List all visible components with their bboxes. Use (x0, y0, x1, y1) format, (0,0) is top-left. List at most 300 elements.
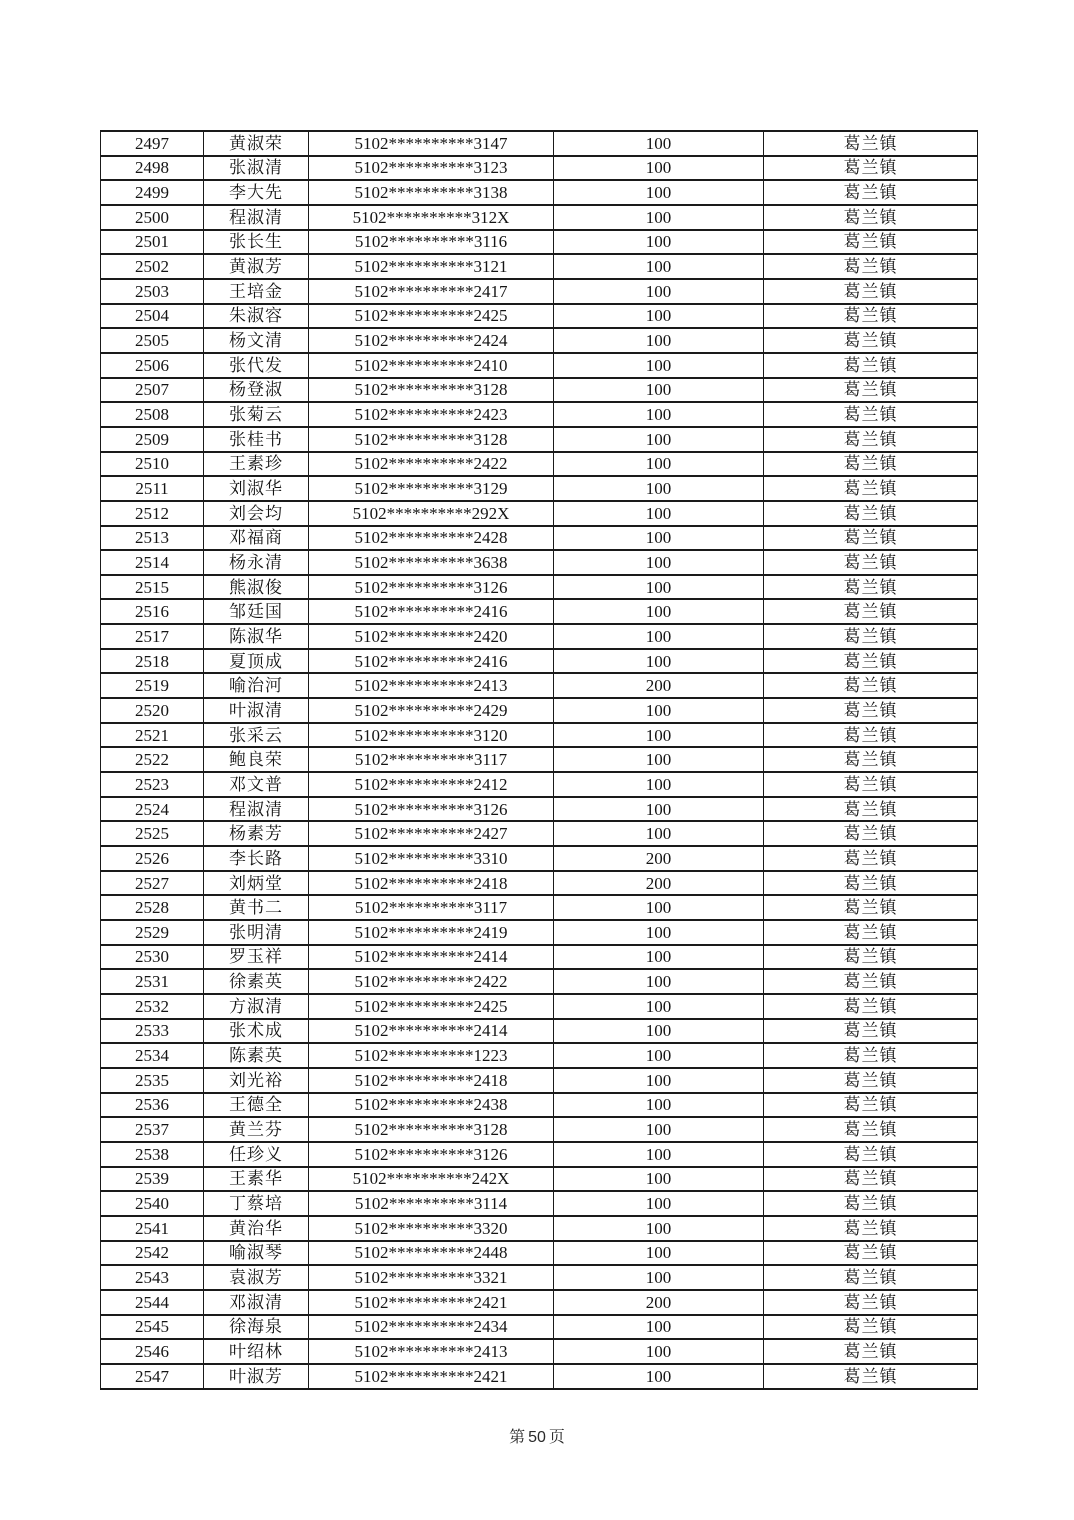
cell-id: 5102**********3138 (309, 180, 554, 205)
beneficiary-table (100, 130, 978, 1390)
cell-name: 陈淑华 (204, 624, 309, 649)
cell-id: 5102**********2421 (309, 1364, 554, 1389)
cell-id: 5102**********2425 (309, 304, 554, 329)
cell-id: 5102**********3321 (309, 1265, 554, 1290)
cell-amount: 100 (554, 723, 764, 748)
cell-town: 葛兰镇 (764, 673, 978, 698)
cell-name: 方淑清 (204, 994, 309, 1019)
cell-serial: 2522 (101, 747, 204, 772)
cell-name: 李大先 (204, 180, 309, 205)
cell-serial: 2525 (101, 821, 204, 846)
cell-serial: 2498 (101, 156, 204, 181)
page-footer-prefix: 第 (509, 1429, 526, 1446)
cell-serial: 2546 (101, 1339, 204, 1364)
table-row (101, 254, 978, 279)
cell-serial: 2544 (101, 1290, 204, 1315)
cell-name: 袁淑芳 (204, 1265, 309, 1290)
cell-name: 叶淑芳 (204, 1364, 309, 1389)
table-body (101, 131, 978, 1389)
cell-serial: 2511 (101, 476, 204, 501)
cell-id: 5102**********2416 (309, 599, 554, 624)
cell-amount: 100 (554, 969, 764, 994)
cell-town: 葛兰镇 (764, 378, 978, 403)
table-row (101, 1191, 978, 1216)
cell-serial: 2507 (101, 378, 204, 403)
cell-id: 5102**********2428 (309, 526, 554, 551)
cell-amount: 100 (554, 304, 764, 329)
table-row (101, 797, 978, 822)
cell-name: 叶淑清 (204, 698, 309, 723)
cell-id: 5102**********3320 (309, 1216, 554, 1241)
table-row (101, 328, 978, 353)
cell-amount: 200 (554, 673, 764, 698)
cell-amount: 100 (554, 328, 764, 353)
cell-id: 5102**********312X (309, 205, 554, 230)
cell-amount: 200 (554, 871, 764, 896)
cell-serial: 2506 (101, 353, 204, 378)
cell-name: 王德全 (204, 1093, 309, 1118)
cell-id: 5102**********2423 (309, 402, 554, 427)
cell-amount: 100 (554, 797, 764, 822)
table-row (101, 920, 978, 945)
cell-town: 葛兰镇 (764, 526, 978, 551)
cell-amount: 100 (554, 698, 764, 723)
table-row (101, 1117, 978, 1142)
cell-town: 葛兰镇 (764, 1043, 978, 1068)
cell-id: 5102**********2421 (309, 1290, 554, 1315)
cell-id: 5102**********2418 (309, 1068, 554, 1093)
cell-name: 张术成 (204, 1019, 309, 1044)
table-row (101, 1167, 978, 1192)
table-row (101, 821, 978, 846)
cell-town: 葛兰镇 (764, 599, 978, 624)
cell-town: 葛兰镇 (764, 304, 978, 329)
cell-amount: 100 (554, 1315, 764, 1340)
cell-town: 葛兰镇 (764, 279, 978, 304)
cell-town: 葛兰镇 (764, 1364, 978, 1389)
cell-id: 5102**********2422 (309, 969, 554, 994)
cell-serial: 2527 (101, 871, 204, 896)
cell-name: 邓文普 (204, 772, 309, 797)
cell-amount: 100 (554, 1364, 764, 1389)
page-number: 50 (528, 1429, 546, 1446)
cell-town: 葛兰镇 (764, 501, 978, 526)
cell-name: 黄治华 (204, 1216, 309, 1241)
table-row (101, 895, 978, 920)
cell-town: 葛兰镇 (764, 427, 978, 452)
cell-name: 张桂书 (204, 427, 309, 452)
table-row (101, 1068, 978, 1093)
table-row (101, 1241, 978, 1266)
cell-town: 葛兰镇 (764, 649, 978, 674)
cell-serial: 2542 (101, 1241, 204, 1266)
table-row (101, 452, 978, 477)
cell-name: 刘淑华 (204, 476, 309, 501)
cell-amount: 100 (554, 920, 764, 945)
cell-id: 5102**********3128 (309, 1117, 554, 1142)
cell-name: 黄兰芬 (204, 1117, 309, 1142)
cell-id: 5102**********2416 (309, 649, 554, 674)
cell-id: 5102**********2414 (309, 945, 554, 970)
cell-id: 5102**********3126 (309, 797, 554, 822)
cell-id: 5102**********2410 (309, 353, 554, 378)
cell-town: 葛兰镇 (764, 1265, 978, 1290)
cell-amount: 200 (554, 846, 764, 871)
cell-serial: 2502 (101, 254, 204, 279)
cell-serial: 2547 (101, 1364, 204, 1389)
cell-town: 葛兰镇 (764, 1117, 978, 1142)
table-row (101, 1339, 978, 1364)
table-row (101, 723, 978, 748)
cell-name: 张明清 (204, 920, 309, 945)
cell-amount: 100 (554, 1043, 764, 1068)
cell-amount: 100 (554, 895, 764, 920)
cell-id: 5102**********3121 (309, 254, 554, 279)
cell-amount: 100 (554, 1019, 764, 1044)
table-row (101, 476, 978, 501)
table-row (101, 402, 978, 427)
cell-id: 5102**********2417 (309, 279, 554, 304)
cell-name: 程淑清 (204, 205, 309, 230)
cell-town: 葛兰镇 (764, 1315, 978, 1340)
cell-name: 丁蔡培 (204, 1191, 309, 1216)
cell-serial: 2508 (101, 402, 204, 427)
table-row (101, 1364, 978, 1389)
cell-serial: 2540 (101, 1191, 204, 1216)
cell-serial: 2513 (101, 526, 204, 551)
cell-id: 5102**********2438 (309, 1093, 554, 1118)
cell-serial: 2523 (101, 772, 204, 797)
cell-serial: 2505 (101, 328, 204, 353)
cell-town: 葛兰镇 (764, 920, 978, 945)
cell-id: 5102**********2427 (309, 821, 554, 846)
table-row (101, 279, 978, 304)
cell-serial: 2534 (101, 1043, 204, 1068)
cell-serial: 2529 (101, 920, 204, 945)
table-row (101, 550, 978, 575)
cell-town: 葛兰镇 (764, 328, 978, 353)
cell-id: 5102**********2420 (309, 624, 554, 649)
table-row (101, 698, 978, 723)
page-footer-suffix: 页 (548, 1429, 565, 1446)
table-row (101, 945, 978, 970)
cell-id: 5102**********2425 (309, 994, 554, 1019)
cell-name: 罗玉祥 (204, 945, 309, 970)
cell-amount: 100 (554, 501, 764, 526)
cell-serial: 2512 (101, 501, 204, 526)
cell-name: 邓福商 (204, 526, 309, 551)
cell-id: 5102**********2413 (309, 673, 554, 698)
table-row (101, 649, 978, 674)
cell-name: 邹廷国 (204, 599, 309, 624)
cell-town: 葛兰镇 (764, 230, 978, 255)
cell-id: 5102**********2424 (309, 328, 554, 353)
cell-amount: 100 (554, 427, 764, 452)
cell-id: 5102**********3126 (309, 575, 554, 600)
cell-name: 张长生 (204, 230, 309, 255)
cell-name: 鲍良荣 (204, 747, 309, 772)
cell-town: 葛兰镇 (764, 821, 978, 846)
cell-town: 葛兰镇 (764, 1093, 978, 1118)
table-row (101, 1290, 978, 1315)
cell-id: 5102**********3117 (309, 747, 554, 772)
table-row (101, 1265, 978, 1290)
table-row (101, 846, 978, 871)
cell-serial: 2497 (101, 131, 204, 156)
cell-id: 5102**********2429 (309, 698, 554, 723)
cell-town: 葛兰镇 (764, 895, 978, 920)
cell-name: 张菊云 (204, 402, 309, 427)
cell-name: 喻治河 (204, 673, 309, 698)
cell-town: 葛兰镇 (764, 945, 978, 970)
cell-name: 张采云 (204, 723, 309, 748)
cell-town: 葛兰镇 (764, 1290, 978, 1315)
cell-serial: 2545 (101, 1315, 204, 1340)
cell-amount: 100 (554, 402, 764, 427)
cell-name: 熊淑俊 (204, 575, 309, 600)
cell-amount: 100 (554, 747, 764, 772)
cell-serial: 2517 (101, 624, 204, 649)
cell-serial: 2509 (101, 427, 204, 452)
cell-town: 葛兰镇 (764, 624, 978, 649)
cell-town: 葛兰镇 (764, 1339, 978, 1364)
cell-serial: 2536 (101, 1093, 204, 1118)
cell-id: 5102**********3114 (309, 1191, 554, 1216)
cell-id: 5102**********1223 (309, 1043, 554, 1068)
cell-serial: 2524 (101, 797, 204, 822)
table-row (101, 205, 978, 230)
cell-id: 5102**********3129 (309, 476, 554, 501)
cell-name: 喻淑琴 (204, 1241, 309, 1266)
cell-town: 葛兰镇 (764, 1241, 978, 1266)
cell-id: 5102**********2414 (309, 1019, 554, 1044)
cell-name: 黄书二 (204, 895, 309, 920)
cell-serial: 2528 (101, 895, 204, 920)
cell-serial: 2526 (101, 846, 204, 871)
cell-id: 5102**********3117 (309, 895, 554, 920)
cell-serial: 2514 (101, 550, 204, 575)
cell-town: 葛兰镇 (764, 550, 978, 575)
cell-amount: 100 (554, 452, 764, 477)
cell-amount: 100 (554, 279, 764, 304)
table-row (101, 427, 978, 452)
cell-name: 徐海泉 (204, 1315, 309, 1340)
cell-serial: 2538 (101, 1142, 204, 1167)
cell-name: 杨素芳 (204, 821, 309, 846)
cell-id: 5102**********2448 (309, 1241, 554, 1266)
cell-id: 5102**********3128 (309, 427, 554, 452)
cell-id: 5102**********2418 (309, 871, 554, 896)
cell-name: 朱淑容 (204, 304, 309, 329)
cell-town: 葛兰镇 (764, 205, 978, 230)
cell-amount: 100 (554, 1167, 764, 1192)
cell-id: 5102**********3126 (309, 1142, 554, 1167)
table-row (101, 353, 978, 378)
cell-town: 葛兰镇 (764, 476, 978, 501)
cell-id: 5102**********2419 (309, 920, 554, 945)
cell-town: 葛兰镇 (764, 994, 978, 1019)
cell-amount: 100 (554, 1339, 764, 1364)
table-row (101, 772, 978, 797)
cell-name: 刘炳堂 (204, 871, 309, 896)
cell-id: 5102**********3310 (309, 846, 554, 871)
cell-id: 5102**********2422 (309, 452, 554, 477)
table-row (101, 378, 978, 403)
cell-town: 葛兰镇 (764, 1167, 978, 1192)
table-row (101, 599, 978, 624)
cell-id: 5102**********3120 (309, 723, 554, 748)
cell-town: 葛兰镇 (764, 402, 978, 427)
cell-name: 张代发 (204, 353, 309, 378)
cell-amount: 100 (554, 1068, 764, 1093)
table-row (101, 994, 978, 1019)
cell-serial: 2520 (101, 698, 204, 723)
cell-amount: 100 (554, 1093, 764, 1118)
cell-amount: 100 (554, 1265, 764, 1290)
cell-serial: 2537 (101, 1117, 204, 1142)
cell-amount: 100 (554, 575, 764, 600)
cell-name: 任珍义 (204, 1142, 309, 1167)
cell-town: 葛兰镇 (764, 797, 978, 822)
cell-name: 王素珍 (204, 452, 309, 477)
table-row (101, 304, 978, 329)
cell-serial: 2532 (101, 994, 204, 1019)
cell-amount: 100 (554, 526, 764, 551)
cell-amount: 100 (554, 994, 764, 1019)
cell-town: 葛兰镇 (764, 353, 978, 378)
cell-serial: 2533 (101, 1019, 204, 1044)
cell-amount: 100 (554, 1142, 764, 1167)
cell-id: 5102**********2434 (309, 1315, 554, 1340)
cell-serial: 2541 (101, 1216, 204, 1241)
cell-name: 程淑清 (204, 797, 309, 822)
cell-town: 葛兰镇 (764, 575, 978, 600)
table-row (101, 575, 978, 600)
cell-amount: 100 (554, 230, 764, 255)
cell-name: 杨文清 (204, 328, 309, 353)
cell-id: 5102**********292X (309, 501, 554, 526)
cell-name: 张淑清 (204, 156, 309, 181)
cell-amount: 100 (554, 205, 764, 230)
cell-serial: 2503 (101, 279, 204, 304)
cell-town: 葛兰镇 (764, 1019, 978, 1044)
cell-id: 5102**********3128 (309, 378, 554, 403)
cell-serial: 2521 (101, 723, 204, 748)
cell-name: 徐素英 (204, 969, 309, 994)
cell-amount: 100 (554, 254, 764, 279)
table-row (101, 1043, 978, 1068)
cell-name: 陈素英 (204, 1043, 309, 1068)
cell-serial: 2519 (101, 673, 204, 698)
cell-serial: 2499 (101, 180, 204, 205)
table-row (101, 969, 978, 994)
cell-serial: 2539 (101, 1167, 204, 1192)
cell-name: 夏顶成 (204, 649, 309, 674)
cell-town: 葛兰镇 (764, 254, 978, 279)
cell-serial: 2543 (101, 1265, 204, 1290)
cell-amount: 100 (554, 599, 764, 624)
cell-id: 5102**********2413 (309, 1339, 554, 1364)
cell-amount: 100 (554, 1216, 764, 1241)
cell-serial: 2510 (101, 452, 204, 477)
table-row (101, 1216, 978, 1241)
cell-town: 葛兰镇 (764, 723, 978, 748)
cell-id: 5102**********3147 (309, 131, 554, 156)
cell-amount: 100 (554, 476, 764, 501)
cell-serial: 2501 (101, 230, 204, 255)
cell-amount: 100 (554, 550, 764, 575)
cell-serial: 2530 (101, 945, 204, 970)
cell-town: 葛兰镇 (764, 452, 978, 477)
cell-name: 杨登淑 (204, 378, 309, 403)
cell-serial: 2531 (101, 969, 204, 994)
cell-town: 葛兰镇 (764, 969, 978, 994)
cell-amount: 100 (554, 772, 764, 797)
cell-serial: 2515 (101, 575, 204, 600)
cell-serial: 2535 (101, 1068, 204, 1093)
cell-amount: 100 (554, 1191, 764, 1216)
table-row (101, 1019, 978, 1044)
cell-amount: 100 (554, 1241, 764, 1266)
cell-town: 葛兰镇 (764, 846, 978, 871)
cell-id: 5102**********3123 (309, 156, 554, 181)
table-row (101, 1315, 978, 1340)
cell-town: 葛兰镇 (764, 131, 978, 156)
cell-town: 葛兰镇 (764, 156, 978, 181)
cell-town: 葛兰镇 (764, 698, 978, 723)
cell-amount: 100 (554, 649, 764, 674)
table-row (101, 501, 978, 526)
table-row (101, 624, 978, 649)
table-row (101, 1093, 978, 1118)
cell-name: 邓淑清 (204, 1290, 309, 1315)
cell-name: 刘会均 (204, 501, 309, 526)
table-row (101, 1142, 978, 1167)
table-row (101, 747, 978, 772)
cell-id: 5102**********3116 (309, 230, 554, 255)
table-row (101, 526, 978, 551)
table-row (101, 180, 978, 205)
cell-name: 刘光裕 (204, 1068, 309, 1093)
cell-amount: 100 (554, 180, 764, 205)
cell-amount: 100 (554, 353, 764, 378)
cell-amount: 100 (554, 131, 764, 156)
cell-amount: 100 (554, 821, 764, 846)
cell-id: 5102**********2412 (309, 772, 554, 797)
cell-town: 葛兰镇 (764, 1216, 978, 1241)
cell-amount: 100 (554, 624, 764, 649)
cell-id: 5102**********3638 (309, 550, 554, 575)
cell-town: 葛兰镇 (764, 1191, 978, 1216)
cell-amount: 100 (554, 378, 764, 403)
cell-town: 葛兰镇 (764, 1068, 978, 1093)
cell-name: 叶绍林 (204, 1339, 309, 1364)
cell-serial: 2504 (101, 304, 204, 329)
table-row (101, 156, 978, 181)
cell-amount: 100 (554, 1117, 764, 1142)
cell-name: 李长路 (204, 846, 309, 871)
cell-serial: 2500 (101, 205, 204, 230)
table-row (101, 871, 978, 896)
cell-name: 王素华 (204, 1167, 309, 1192)
cell-serial: 2518 (101, 649, 204, 674)
cell-name: 黄淑荣 (204, 131, 309, 156)
table-row (101, 131, 978, 156)
cell-amount: 100 (554, 156, 764, 181)
cell-town: 葛兰镇 (764, 747, 978, 772)
table-row (101, 230, 978, 255)
cell-town: 葛兰镇 (764, 772, 978, 797)
